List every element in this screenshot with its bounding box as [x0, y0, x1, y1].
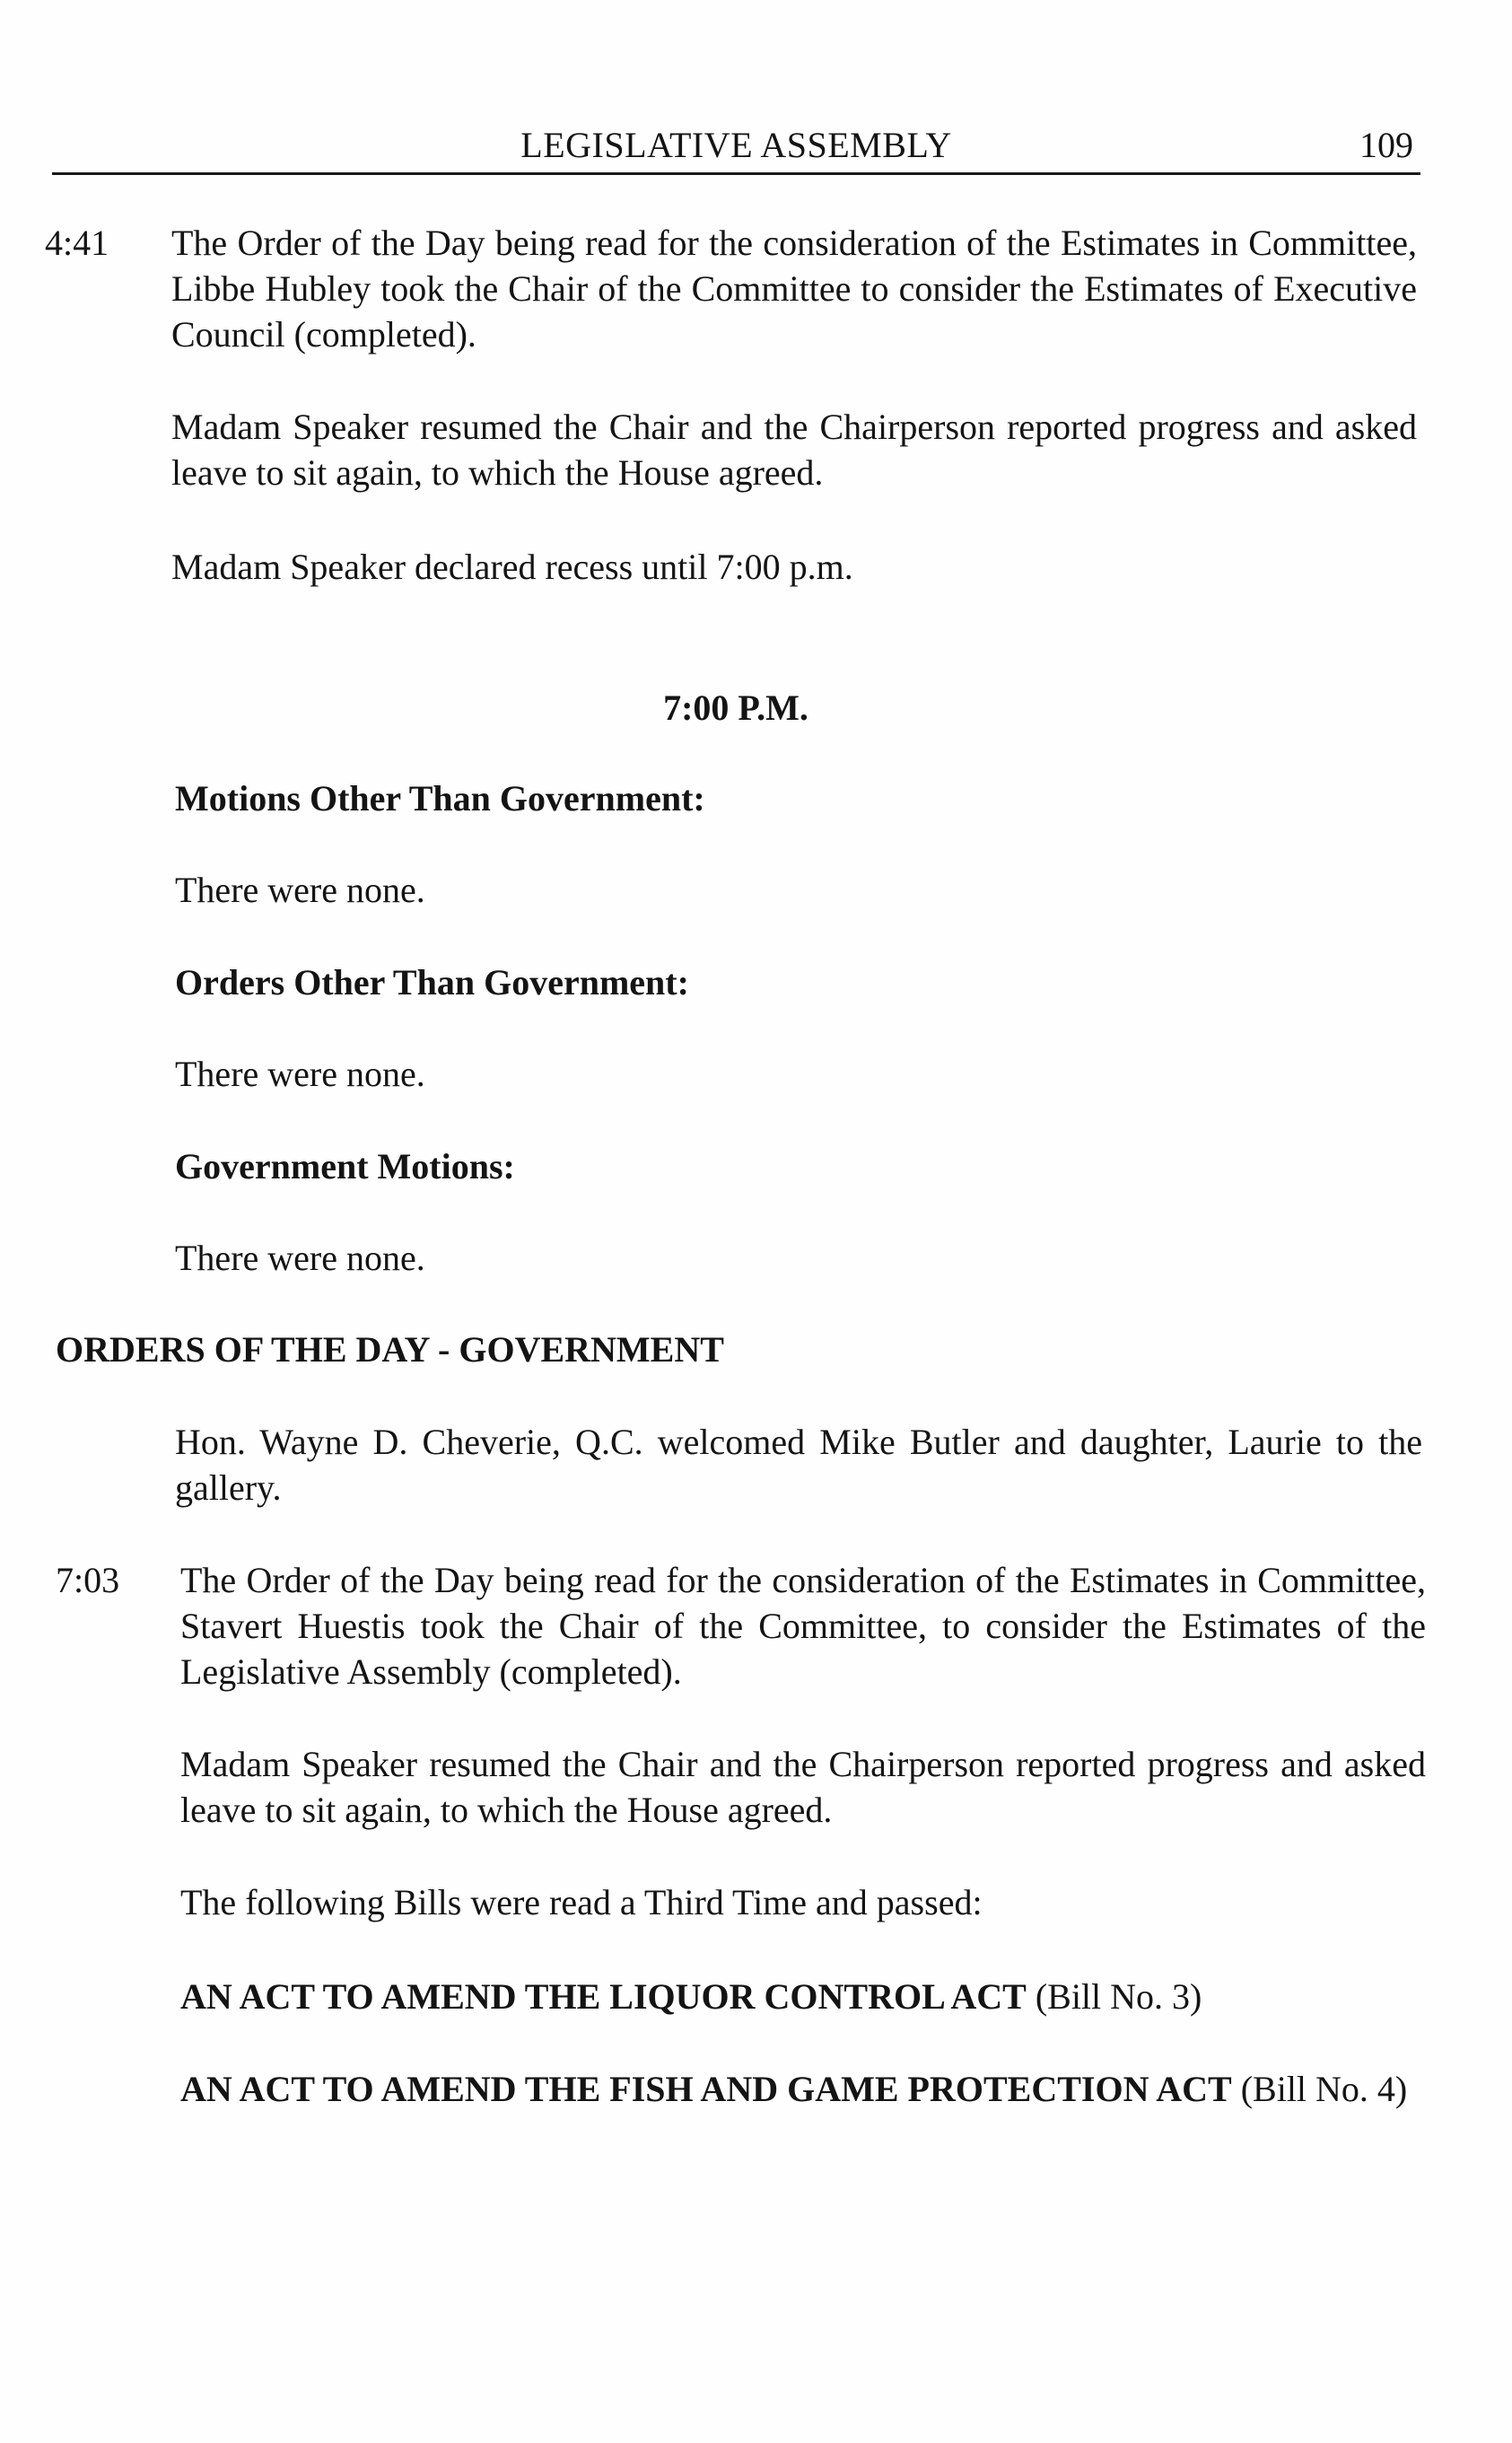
paragraph-text: Madam Speaker resumed the Chair and the Chairperson reported progress and asked leave to sit again, to which the House agreed.: [171, 407, 1417, 493]
timestamp: 4:41: [45, 223, 109, 263]
paragraph-text: Madam Speaker declared recess until 7:00 p.m.: [171, 547, 853, 587]
bill-entry: [180, 2066, 1428, 2112]
header-title: LEGISLATIVE ASSEMBLY: [520, 125, 952, 165]
bill-title: AN ACT TO AMEND THE FISH AND GAME PROTECTION ACT: [180, 2069, 1232, 2109]
paragraph-text: The Order of the Day being read for the consideration of the Estimates in Committee, Libbe Hubley took the Chair of the Committee to consider the Estimates of Executive Council (completed).: [171, 223, 1417, 355]
third-reading-paragraph: [180, 1879, 1426, 1925]
paragraph-text: Hon. Wayne D. Cheverie, Q.C. welcomed Mike Butler and daughter, Laurie to the gallery.: [175, 1422, 1422, 1508]
bill-reference: (Bill No. 4): [1240, 2069, 1408, 2109]
page-number: 109: [1359, 125, 1413, 165]
page-header: [52, 122, 1420, 175]
progress-paragraph: [180, 1741, 1426, 1833]
progress-paragraph: [171, 404, 1417, 495]
bill-reference: (Bill No. 3): [1035, 1976, 1202, 2017]
section-heading: Government Motions:: [175, 1146, 515, 1186]
paragraph-text: The following Bills were read a Third Time and passed:: [180, 1882, 983, 1922]
section-heading: Orders Other Than Government:: [175, 962, 689, 1003]
section-text: There were none.: [175, 1238, 425, 1278]
timestamp: 7:03: [56, 1560, 120, 1600]
paragraph-text: The Order of the Day being read for the consideration of the Estimates in Committee, Stavert Huestis took the Chair of the Committee, to consider the Estimates of the Legislative Assembly (completed).: [180, 1560, 1426, 1692]
entry-paragraph: [171, 220, 1417, 357]
welcome-paragraph: [175, 1419, 1422, 1510]
recess-paragraph: [171, 544, 1417, 590]
section-heading: Motions Other Than Government:: [175, 778, 705, 819]
section-text: There were none.: [175, 1054, 425, 1094]
bill-entry: [180, 1974, 1428, 2019]
orders-of-day-heading: ORDERS OF THE DAY - GOVERNMENT: [56, 1329, 724, 1370]
evening-time-heading: 7:00 P.M.: [663, 687, 808, 728]
bill-title: AN ACT TO AMEND THE LIQUOR CONTROL ACT: [180, 1976, 1027, 2017]
section-text: There were none.: [175, 870, 425, 910]
paragraph-text: Madam Speaker resumed the Chair and the Chairperson reported progress and asked leave to sit again, to which the House agreed.: [180, 1744, 1426, 1830]
entry-paragraph: [180, 1557, 1426, 1694]
